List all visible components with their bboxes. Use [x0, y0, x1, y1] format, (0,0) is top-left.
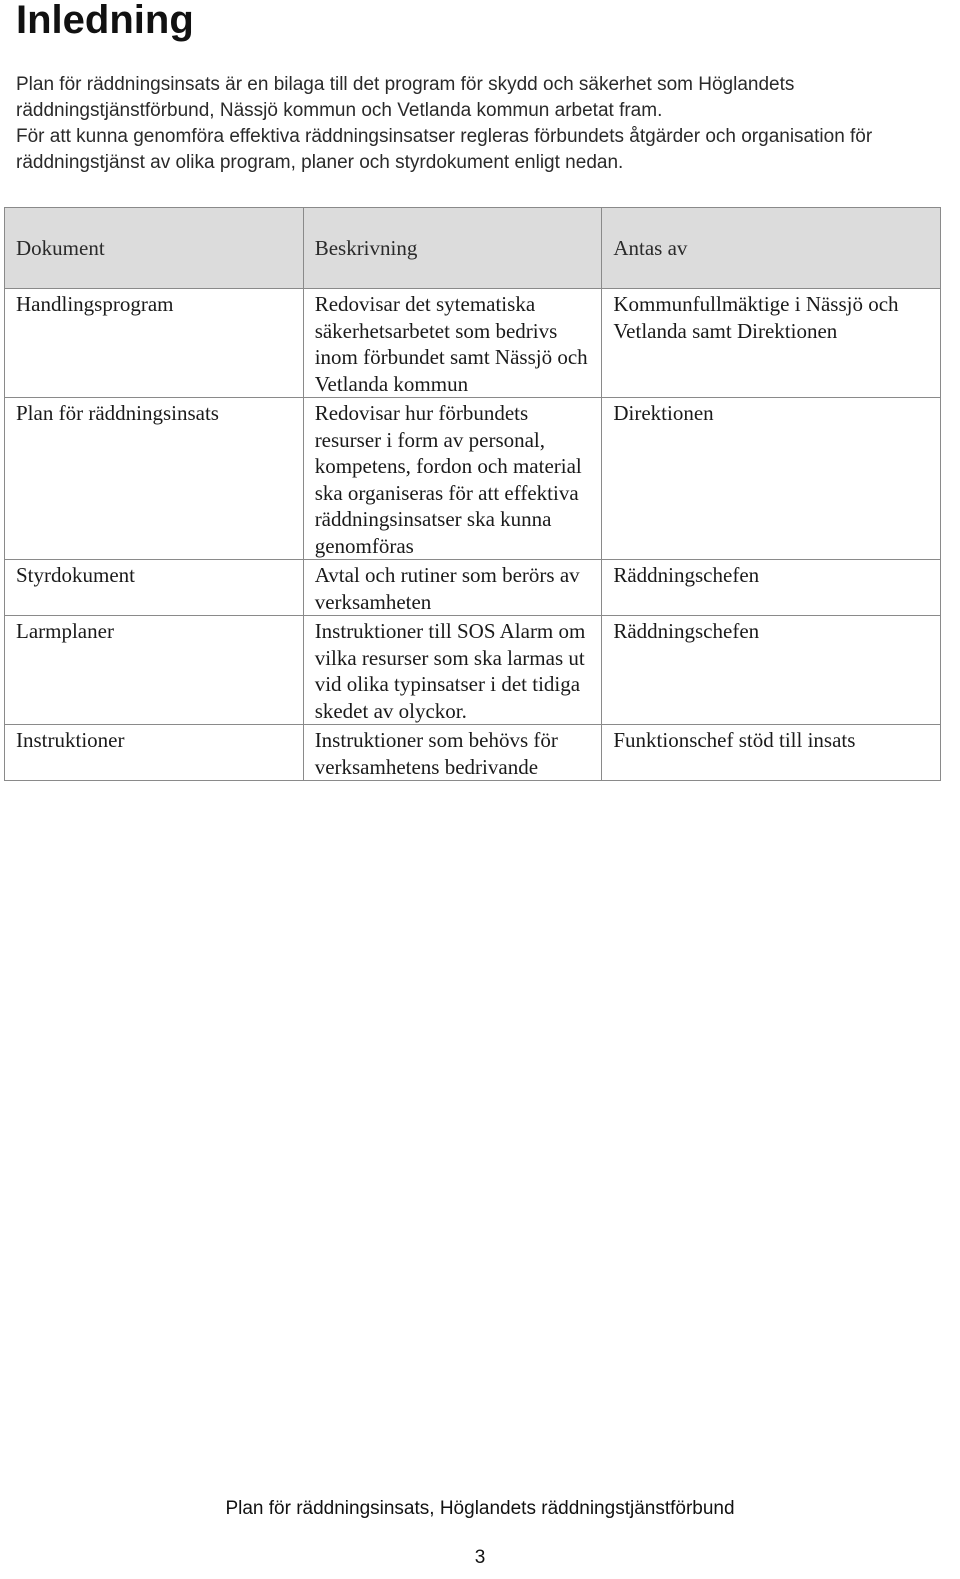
- cell-antas-av: Direktionen: [602, 398, 941, 560]
- cell-antas-av: Funktionschef stöd till insats: [602, 725, 941, 781]
- cell-antas-av: Räddningschefen: [602, 560, 941, 616]
- table-row: [5, 560, 941, 616]
- footer-title: Plan för räddningsinsats, Höglandets räddningstjänstförbund: [225, 1498, 735, 1519]
- table-row: [5, 398, 941, 560]
- cell-dokument: Larmplaner: [5, 616, 304, 725]
- intro-line: räddningstjänstförbund, Nässjö kommun och Vetlanda kommun arbetat fram.: [16, 100, 663, 121]
- page-number: 3: [474, 1547, 486, 1568]
- column-header-dokument: Dokument: [5, 208, 304, 289]
- cell-beskrivning: Redovisar hur förbundets resurser i form av personal, kompetens, fordon och material ska organiseras för att effektiva räddningsinsatser ska kunna genomföras: [303, 398, 602, 560]
- cell-dokument: Handlingsprogram: [5, 289, 304, 398]
- cell-beskrivning: Redovisar det sytematiska säkerhetsarbetet som bedrivs inom förbundet samt Nässjö och Vetlanda kommun: [303, 289, 602, 398]
- cell-dokument: Styrdokument: [5, 560, 304, 616]
- column-header-beskrivning: Beskrivning: [303, 208, 602, 289]
- cell-antas-av: Kommunfullmäktige i Nässjö och Vetlanda samt Direktionen: [602, 289, 941, 398]
- table-row: [5, 725, 941, 781]
- table-row: [5, 289, 941, 398]
- cell-dokument: Instruktioner: [5, 725, 304, 781]
- cell-beskrivning: Avtal och rutiner som berörs av verksamheten: [303, 560, 602, 616]
- cell-dokument: Plan för räddningsinsats: [5, 398, 304, 560]
- table-row: [5, 616, 941, 725]
- intro-line: För att kunna genomföra effektiva räddningsinsatser regleras förbundets åtgärder och organisation för: [16, 126, 873, 147]
- document-table: [4, 207, 941, 781]
- cell-beskrivning: Instruktioner som behövs för verksamhetens bedrivande: [303, 725, 602, 781]
- intro-line: Plan för räddningsinsats är en bilaga till det program för skydd och säkerhet som Höglandets: [16, 74, 795, 95]
- column-header-antas-av: Antas av: [602, 208, 941, 289]
- table-header-row: [5, 208, 941, 289]
- intro-line: räddningstjänst av olika program, planer och styrdokument enligt nedan.: [16, 152, 624, 173]
- cell-beskrivning: Instruktioner till SOS Alarm om vilka resurser som ska larmas ut vid olika typinsatser i det tidiga skedet av olyckor.: [303, 616, 602, 725]
- intro-paragraph: [16, 72, 956, 176]
- page-title: Inledning: [16, 0, 194, 42]
- cell-antas-av: Räddningschefen: [602, 616, 941, 725]
